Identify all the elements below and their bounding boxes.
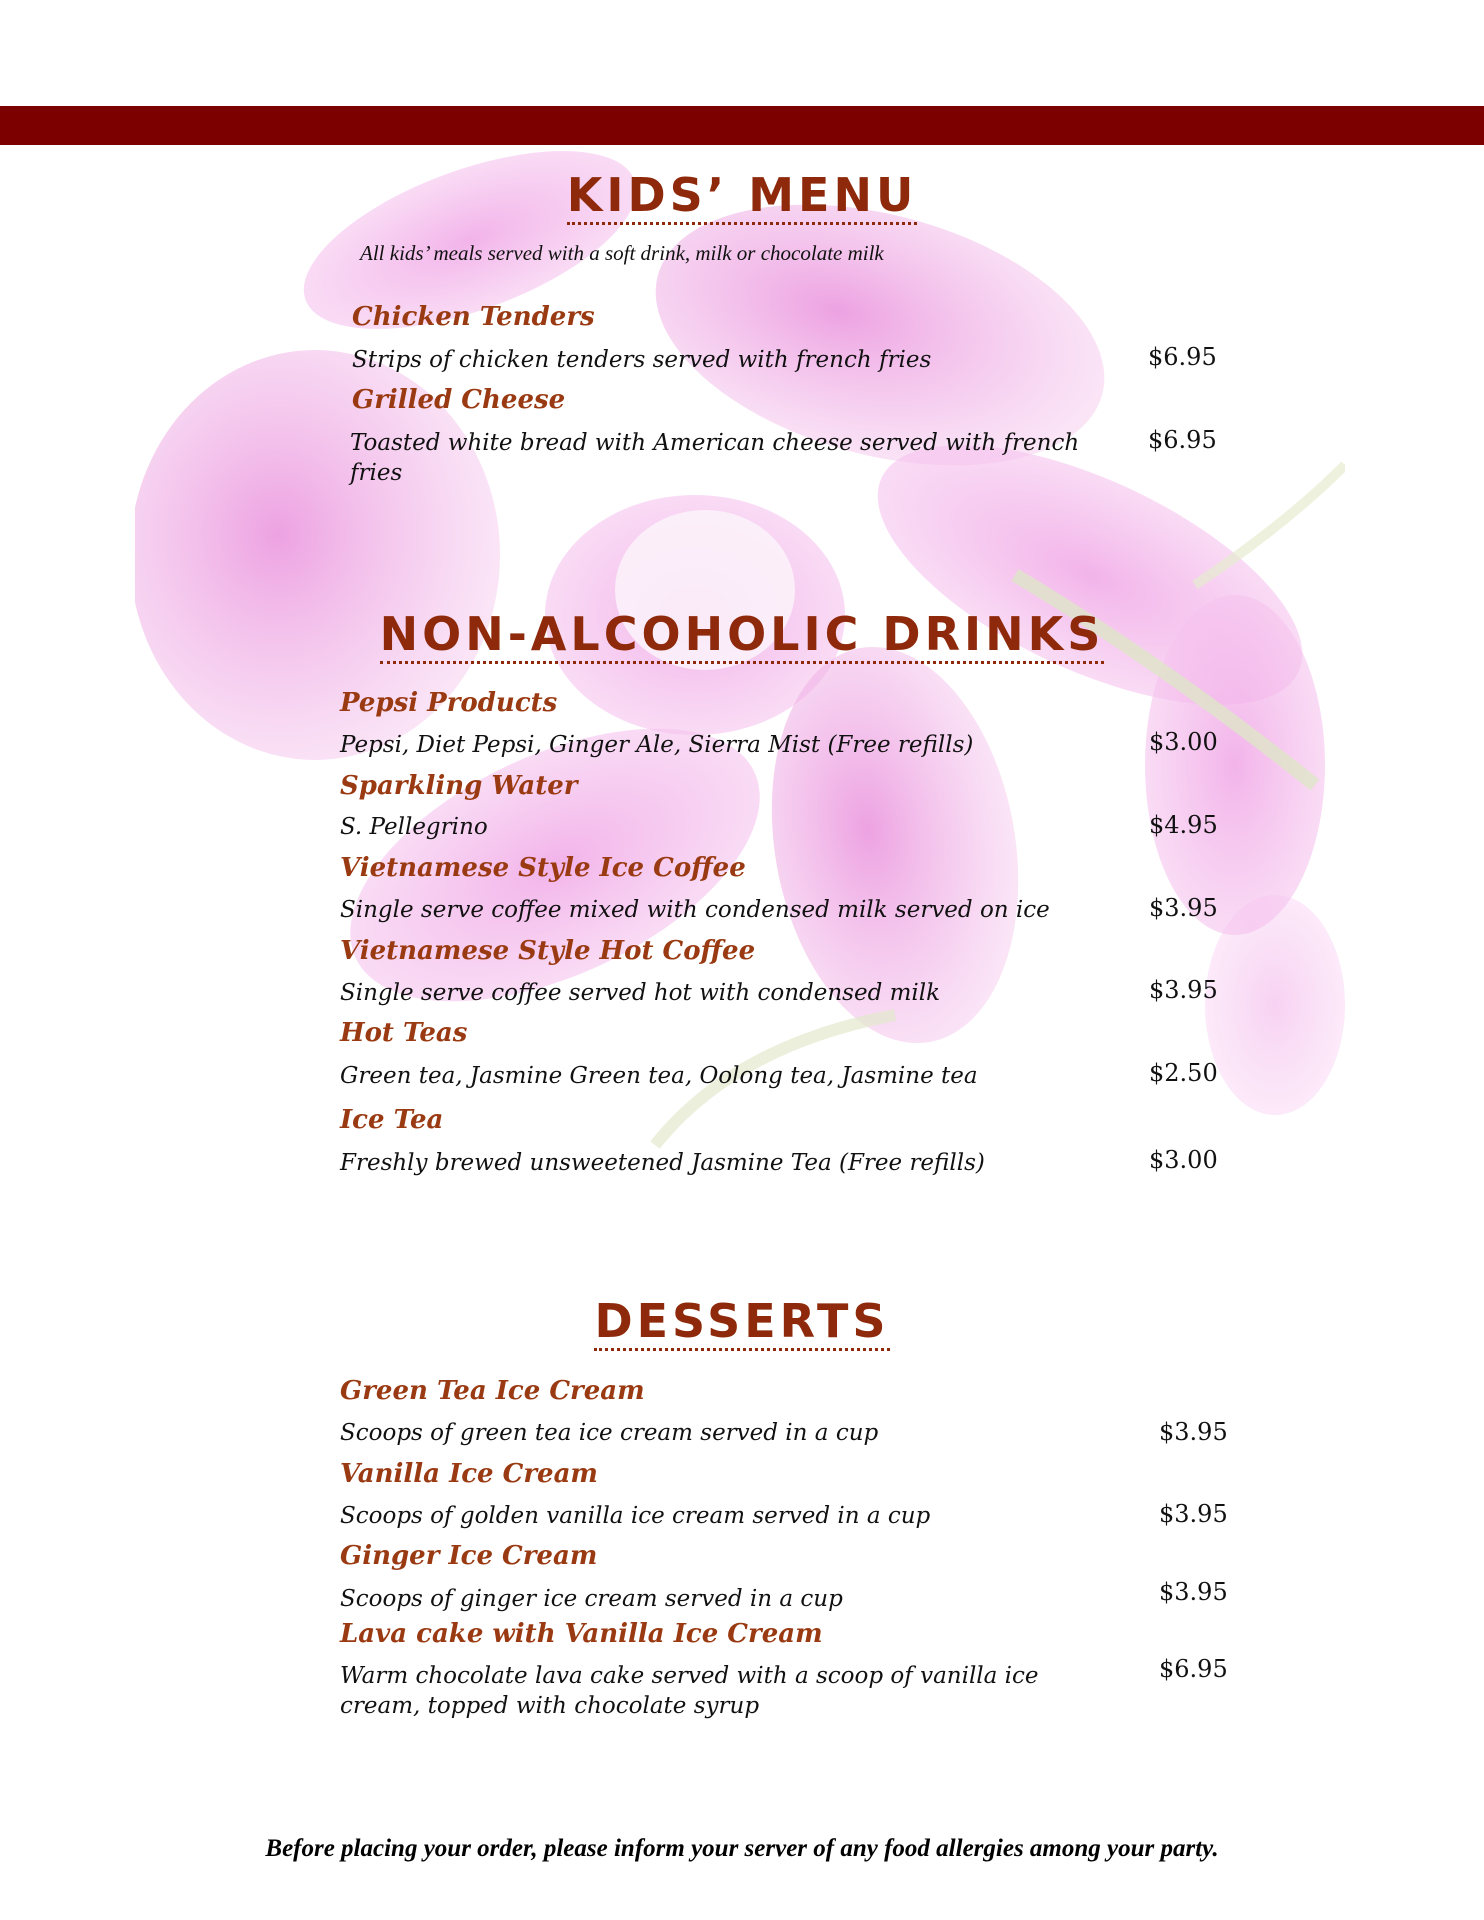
menu-item-description: Green tea, Jasmine Green tea, Oolong tea, Jasmine tea bbox=[340, 1063, 978, 1089]
kids-menu-note: All kids’ meals served with a soft drink, milk or chocolate milk bbox=[360, 241, 884, 265]
menu-item-price: $3.95 bbox=[1149, 894, 1218, 922]
menu-item-description: Scoops of green tea ice cream served in a cup bbox=[340, 1420, 879, 1446]
menu-item-name: Ice Tea bbox=[340, 1105, 444, 1135]
menu-item-name: Pepsi Products bbox=[340, 688, 558, 718]
menu-item-description: Scoops of ginger ice cream served in a cup bbox=[340, 1586, 843, 1612]
menu-item-description: Toasted white bread with American cheese served with french fries bbox=[350, 430, 1080, 486]
allergy-notice: Before placing your order, please inform your server of any food allergies among your party. bbox=[265, 1835, 1219, 1862]
menu-item-name: Vietnamese Style Hot Coffee bbox=[340, 936, 756, 966]
drinks-section-title: NON-ALCOHOLIC DRINKS bbox=[0, 607, 1484, 661]
menu-item-description: Pepsi, Diet Pepsi, Ginger Ale, Sierra Mist (Free refills) bbox=[340, 732, 974, 758]
menu-item-price: $6.95 bbox=[1159, 1655, 1228, 1683]
menu-item-name: Sparkling Water bbox=[340, 771, 578, 801]
menu-item-price: $3.95 bbox=[1149, 976, 1218, 1004]
menu-item-price: $3.95 bbox=[1159, 1418, 1228, 1446]
menu-item-price: $6.95 bbox=[1148, 426, 1217, 454]
kids-menu-title: KIDS’ MENU bbox=[0, 168, 1484, 222]
menu-item-description: Single serve coffee served hot with condensed milk bbox=[340, 980, 941, 1006]
desserts-section-title: DESSERTS bbox=[0, 1294, 1484, 1348]
menu-item-name: Ginger Ice Cream bbox=[340, 1541, 598, 1571]
menu-item-description: Single serve coffee mixed with condensed milk served on ice bbox=[340, 897, 1050, 923]
menu-item-description: Freshly brewed unsweetened Jasmine Tea (Free refills) bbox=[340, 1150, 985, 1176]
top-banner-bar bbox=[0, 106, 1484, 145]
menu-item-price: $4.95 bbox=[1149, 811, 1218, 839]
menu-item-name: Grilled Cheese bbox=[352, 385, 566, 415]
menu-item-description: Strips of chicken tenders served with french fries bbox=[352, 347, 932, 373]
menu-item-name: Lava cake with Vanilla Ice Cream bbox=[340, 1619, 823, 1649]
menu-item-description: Scoops of golden vanilla ice cream served in a cup bbox=[340, 1503, 931, 1529]
orchid-background-image bbox=[135, 145, 1345, 1290]
menu-item-price: $3.00 bbox=[1149, 1146, 1218, 1174]
menu-item-price: $3.95 bbox=[1159, 1578, 1228, 1606]
menu-item-price: $3.00 bbox=[1149, 728, 1218, 756]
menu-item-description: S. Pellegrino bbox=[340, 814, 488, 840]
menu-item-name: Green Tea Ice Cream bbox=[340, 1376, 645, 1406]
menu-item-price: $2.50 bbox=[1149, 1059, 1218, 1087]
menu-item-name: Vanilla Ice Cream bbox=[340, 1459, 598, 1489]
menu-item-description: Warm chocolate lava cake served with a scoop of vanilla ice cream, topped with chocolate syrup bbox=[340, 1663, 1039, 1719]
menu-item-name: Vietnamese Style Ice Coffee bbox=[340, 853, 746, 883]
menu-item-price: $6.95 bbox=[1148, 343, 1217, 371]
menu-item-name: Chicken Tenders bbox=[352, 302, 595, 332]
menu-item-name: Hot Teas bbox=[340, 1018, 468, 1048]
menu-item-price: $3.95 bbox=[1159, 1500, 1228, 1528]
